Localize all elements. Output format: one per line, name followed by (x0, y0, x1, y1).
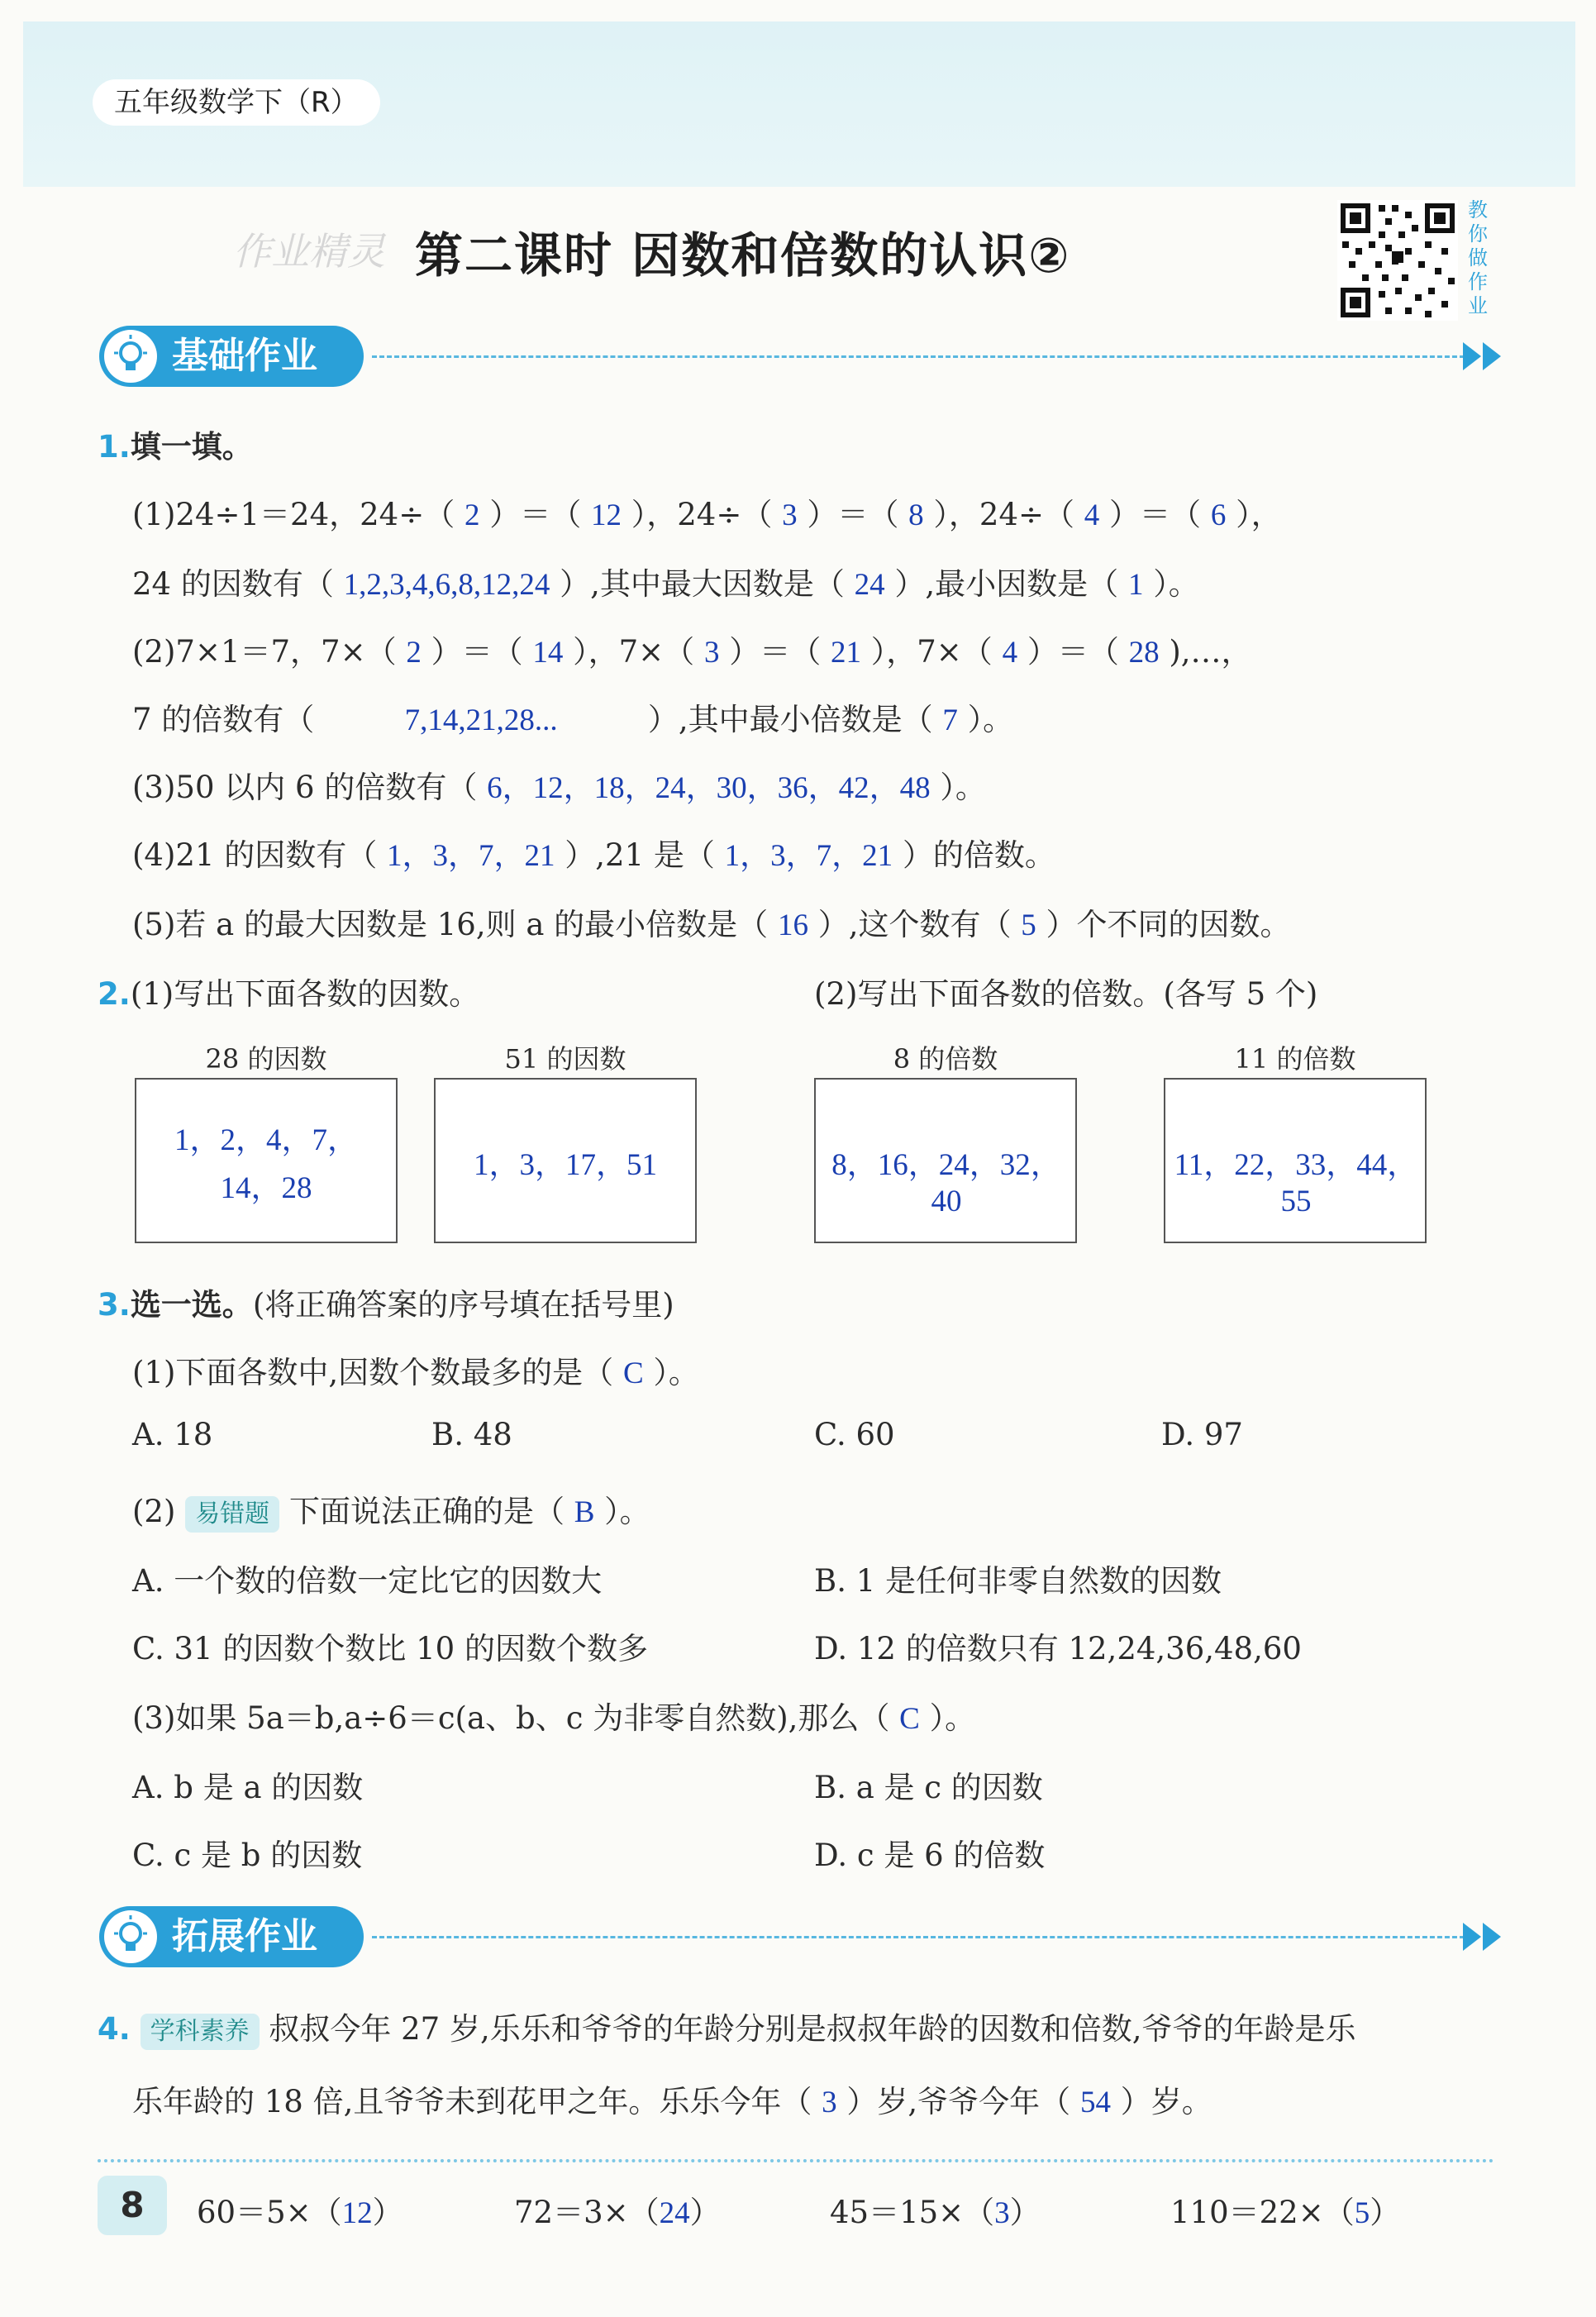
q4-number: 4. (98, 2011, 131, 2047)
text: ） (372, 2195, 403, 2230)
q1-heading (98, 422, 253, 466)
answer: 5 (1021, 908, 1036, 942)
text: (3)50 以内 6 的倍数有（ (132, 770, 478, 805)
text: ）,21 是（ (565, 837, 715, 873)
q3-title: 选一选。 (130, 1287, 253, 1323)
answer: 4 (1084, 498, 1100, 532)
text: ）＝（ (1109, 497, 1202, 532)
q1-line-4 (132, 694, 1013, 739)
footer-item (1170, 2187, 1400, 2232)
option: C. 31 的因数个数比 10 的因数个数多 (132, 1631, 648, 1666)
page-number: 8 (120, 2185, 145, 2225)
answer: 8，16，24，32，40 (831, 1148, 1061, 1218)
answer: 8 (908, 498, 924, 532)
text: (1)24÷1＝24，24÷（ (132, 497, 455, 532)
option: D. 12 的倍数只有 12,24,36,48,60 (814, 1631, 1302, 1666)
text: ），7×（ (573, 634, 695, 670)
text: ）＝（ (1027, 634, 1119, 670)
qr-code-icon[interactable] (1337, 200, 1458, 321)
text: ）， (1236, 497, 1282, 532)
arrow-right-icon (1483, 1923, 1501, 1951)
arrow-right-icon (1463, 342, 1481, 370)
answer: 24 (659, 2196, 690, 2230)
section-header-extend (99, 1906, 1504, 1967)
text: ）,其中最小倍数是（ (647, 702, 933, 737)
answer: B (574, 1495, 595, 1529)
page-number-badge (98, 2176, 167, 2235)
text: ），7×（ (870, 634, 993, 670)
text: ）＝（ (489, 497, 582, 532)
answer: 3 (994, 2196, 1010, 2230)
text: ）的倍数。 (902, 837, 1055, 873)
answer: C (899, 1702, 920, 1736)
answer: 12 (591, 498, 622, 532)
option: D. 97 (1161, 1417, 1243, 1452)
text: ）＝（ (807, 497, 899, 532)
option: D. c 是 6 的倍数 (814, 1838, 1046, 1873)
lightbulb-icon (104, 1910, 157, 1963)
text: 下面说法正确的是（ (288, 1494, 565, 1529)
answer: 24 (854, 568, 885, 602)
answer: 1，3，7，21 (387, 839, 555, 873)
text: 叔叔今年 27 岁,乐乐和爷爷的年龄分别是叔叔年龄的因数和倍数,爷爷的年龄是乐 (269, 2011, 1356, 2047)
text: ）。 (653, 1355, 699, 1390)
answer: 3 (782, 498, 798, 532)
qr-caption: 教你做作业 (1468, 198, 1488, 317)
option: C. c 是 b 的因数 (132, 1838, 363, 1873)
q3-note: (将正确答案的序号填在括号里) (252, 1287, 674, 1323)
q1-line-1 (132, 489, 1282, 534)
option: B. 1 是任何非零自然数的因数 (814, 1563, 1222, 1599)
text: ）,这个数有（ (817, 907, 1012, 942)
q3-sub2-stem (132, 1486, 650, 1533)
q4-line-2 (132, 2076, 1212, 2121)
q3-heading (98, 1280, 674, 1324)
text: ） (1009, 2195, 1041, 2230)
answer: 54 (1079, 2086, 1111, 2119)
text: 7 的倍数有（ (132, 702, 315, 737)
q1-line-3 (132, 627, 1252, 671)
grade-label: 五年级数学下（R） (93, 79, 380, 126)
box-label: 28 的因数 (205, 1043, 327, 1075)
option: A. 一个数的倍数一定比它的因数大 (132, 1563, 603, 1599)
text: (2) (132, 1494, 176, 1529)
text: ）。 (967, 702, 1014, 737)
q2-part2: (2)写出下面各数的倍数。(各写 5 个) (814, 976, 1318, 1012)
q1-line-6 (132, 830, 1055, 875)
option: B. a 是 c 的因数 (814, 1770, 1043, 1805)
text: 110＝22×（ (1170, 2195, 1355, 2230)
text: ），24÷（ (933, 497, 1075, 532)
footer-item (830, 2187, 1041, 2232)
lightbulb-icon (104, 330, 157, 383)
answer: 5 (1354, 2196, 1370, 2230)
box-label: 8 的倍数 (893, 1043, 998, 1075)
answer: 7 (942, 703, 958, 737)
q1-line-5 (132, 762, 986, 807)
answer: 4 (1002, 636, 1018, 670)
text: ）。 (940, 770, 986, 805)
text: ）,最小因数是（ (894, 566, 1119, 602)
answer: 1,2,3,4,6,8,12,24 (343, 568, 550, 602)
text: ） (1370, 2195, 1401, 2230)
answer: 12 (341, 2196, 373, 2230)
q3-sub1-stem (132, 1347, 699, 1392)
footer-item (197, 2187, 403, 2232)
text: ）,其中最大因数是（ (560, 566, 845, 602)
answer: 6，12，18，24，30，36，42，48 (487, 771, 931, 805)
answer: 3 (703, 636, 720, 670)
text: ）。 (1153, 566, 1199, 602)
footer-item (514, 2187, 721, 2232)
answer-box (814, 1078, 1077, 1243)
watermark: 作业精灵 (233, 229, 385, 274)
q1-line-2 (132, 559, 1199, 603)
text: (2)7×1＝7，7×（ (132, 634, 397, 670)
text: 乐年龄的 18 倍,且爷爷未到花甲之年。乐乐今年（ (132, 2084, 812, 2119)
arrow-right-icon (1483, 342, 1501, 370)
q3-sub3-stem (132, 1693, 975, 1738)
q4-line-1 (98, 2004, 1355, 2050)
answer: 1，3，7，21 (724, 839, 893, 873)
answer: 16 (777, 908, 808, 942)
footer-divider (98, 2159, 1494, 2162)
answer: 1 (1127, 568, 1144, 602)
text: ）。 (929, 1700, 976, 1736)
section-header-basic (99, 326, 1504, 387)
answer: 6 (1210, 498, 1227, 532)
text: (1)下面各数中,因数个数最多的是（ (132, 1355, 614, 1390)
tricky-question-tag: 易错题 (185, 1496, 279, 1533)
answer: 21 (830, 636, 861, 670)
answer: 7,14,21,28... (404, 703, 558, 737)
arrow-right-icon (1463, 1923, 1481, 1951)
section-title-basic: 基础作业 (172, 335, 317, 377)
lesson-title: 第二课时 因数和倍数的认识② (415, 227, 1071, 284)
box-label: 11 的倍数 (1234, 1043, 1356, 1075)
option: A. 18 (132, 1417, 213, 1452)
text: ）。 (604, 1494, 650, 1529)
answer: 11，22，33，44，55 (1174, 1148, 1418, 1218)
text: ） (689, 2195, 721, 2230)
q2-part1: (1)写出下面各数的因数。 (130, 976, 480, 1012)
answer-box (434, 1078, 697, 1243)
q1-number: 1. (98, 429, 131, 465)
answer: 14，28 (220, 1171, 312, 1205)
text: 45＝15×（ (830, 2195, 995, 2230)
text: ）岁。 (1120, 2084, 1212, 2119)
answer: 1，2，4，7， (174, 1123, 358, 1157)
answer-box (135, 1078, 398, 1243)
answer: 14 (532, 636, 564, 670)
answer: 2 (464, 498, 480, 532)
text: (3)如果 5a＝b,a÷6＝c(a、b、c 为非零自然数),那么（ (132, 1700, 890, 1736)
answer: C (622, 1356, 644, 1390)
text: (5)若 a 的最大因数是 16,则 a 的最小倍数是（ (132, 907, 769, 942)
answer: 3 (822, 2086, 837, 2119)
option: C. 60 (814, 1417, 895, 1452)
answer: 28 (1128, 636, 1160, 670)
answer: 2 (406, 636, 422, 670)
box-label: 51 的因数 (504, 1043, 626, 1075)
text: ),…， (1169, 634, 1252, 670)
text: ）岁,爷爷今年（ (846, 2084, 1071, 2119)
text: ）＝（ (431, 634, 523, 670)
text: ），24÷（ (631, 497, 773, 532)
option: B. 48 (431, 1417, 512, 1452)
option: A. b 是 a 的因数 (132, 1770, 364, 1805)
text: ）＝（ (729, 634, 822, 670)
q2-number: 2. (98, 976, 131, 1012)
q3-number: 3. (98, 1287, 131, 1323)
text: (4)21 的因数有（ (132, 837, 378, 873)
text: 60＝5×（ (197, 2195, 342, 2230)
q2-heading (98, 969, 479, 1013)
answer-box (1164, 1078, 1427, 1243)
text: 24 的因数有（ (132, 566, 334, 602)
text: 72＝3×（ (514, 2195, 660, 2230)
q1-title: 填一填。 (130, 429, 253, 465)
q1-line-7 (132, 899, 1291, 944)
section-title-extend: 拓展作业 (172, 1915, 317, 1957)
subject-literacy-tag: 学科素养 (141, 2014, 260, 2050)
answer: 1，3，17，51 (474, 1148, 657, 1182)
text: ）个不同的因数。 (1046, 907, 1291, 942)
